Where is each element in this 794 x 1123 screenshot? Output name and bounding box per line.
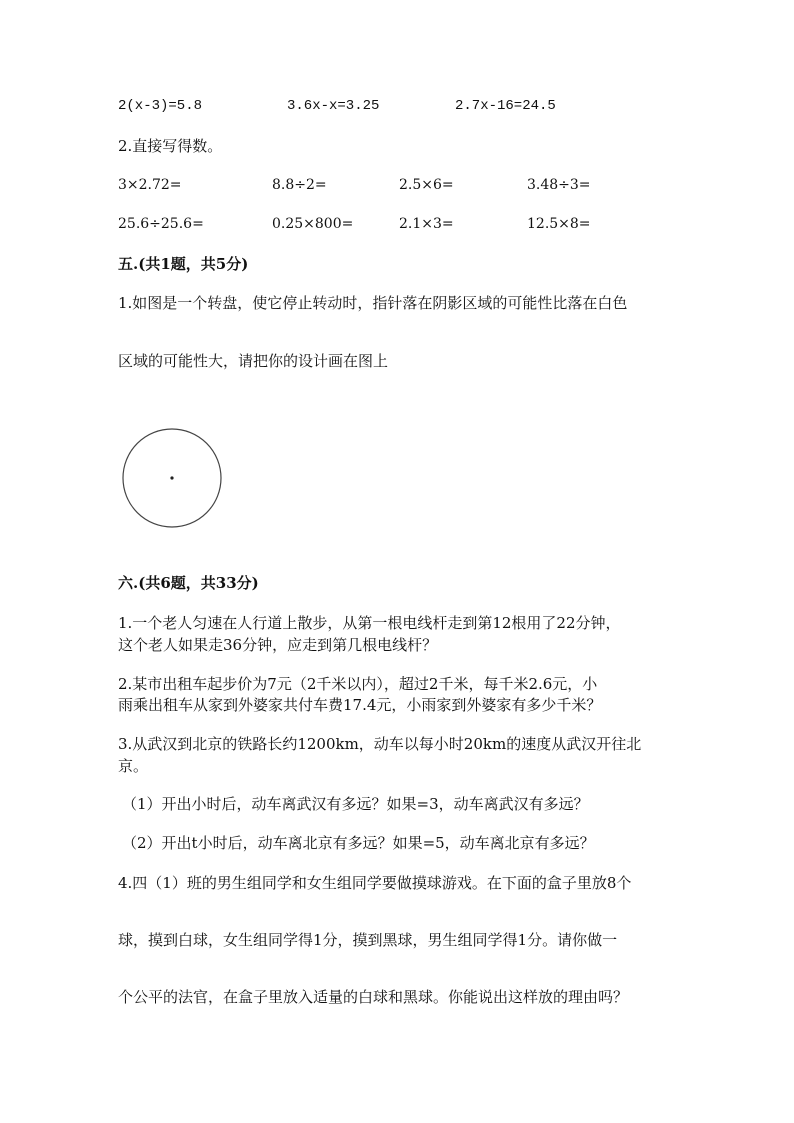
section-5-q1-line2: 区域的可能性大，请把你的设计画在图上 — [118, 352, 389, 370]
section-6-heading: 六.(共6题，共33分) — [118, 574, 259, 592]
section-6-q1-line1: 1.一个老人匀速在人行道上散步，从第一根电线杆走到第12根用了22分钟， — [118, 614, 621, 632]
section-5-q1-line1: 1.如图是一个转盘，使它停止转动时，指针落在阴影区域的可能性比落在白色 — [118, 294, 628, 312]
section-6-q4-line2: 球，摸到白球，女生组同学得1分，摸到黑球，男生组同学得1分。请你做一 — [118, 931, 618, 949]
section-6-q3-line2: 京。 — [118, 757, 149, 775]
calc-8: 12.5×8= — [527, 216, 591, 232]
spinner-center-dot — [170, 476, 173, 479]
calc-5: 25.6÷25.6= — [118, 216, 204, 232]
calc-7: 2.1×3= — [399, 216, 454, 232]
calc-2: 8.8÷2= — [272, 177, 327, 193]
section-6-q1-line2: 这个老人如果走36分钟，应走到第几根电线杆？ — [118, 636, 438, 654]
section-6-q3-sub2: （2）开出t小时后，动车离北京有多远？如果=5，动车离北京有多远？ — [122, 834, 595, 852]
section-6-q4-line3: 个公平的法官，在盒子里放入适量的白球和黑球。你能说出这样放的理由吗？ — [118, 988, 629, 1006]
equation-1: 2(x-3)=5.8 — [118, 98, 203, 114]
section-6-q2-line2: 雨乘出租车从家到外婆家共付车费17.4元，小雨家到外婆家有多少千米？ — [118, 696, 602, 714]
section-6-q2-line1: 2.某市出租车起步价为7元（2千米以内），超过2千米，每千米2.6元，小 — [118, 675, 598, 693]
section-5-heading: 五.(共1题，共5分) — [118, 255, 249, 273]
calc-6: 0.25×800= — [272, 216, 354, 232]
section-6-q3-line1: 3.从武汉到北京的铁路长约1200km，动车以每小时20km的速度从武汉开往北 — [118, 735, 642, 753]
question-2-title: 2.直接写得数。 — [118, 137, 223, 155]
equation-3: 2.7x-16=24.5 — [455, 98, 556, 114]
section-6-q3-sub1: （1）开出小时后，动车离武汉有多远？如果=3，动车离武汉有多远？ — [122, 795, 589, 813]
spinner-circle-figure — [118, 425, 228, 535]
calc-3: 2.5×6= — [399, 177, 454, 193]
section-6-q4-line1: 4.四（1）班的男生组同学和女生组同学要做摸球游戏。在下面的盒子里放8个 — [118, 874, 632, 892]
equation-2: 3.6x-x=3.25 — [287, 98, 380, 114]
calc-1: 3×2.72= — [118, 177, 182, 193]
calc-4: 3.48÷3= — [527, 177, 591, 193]
